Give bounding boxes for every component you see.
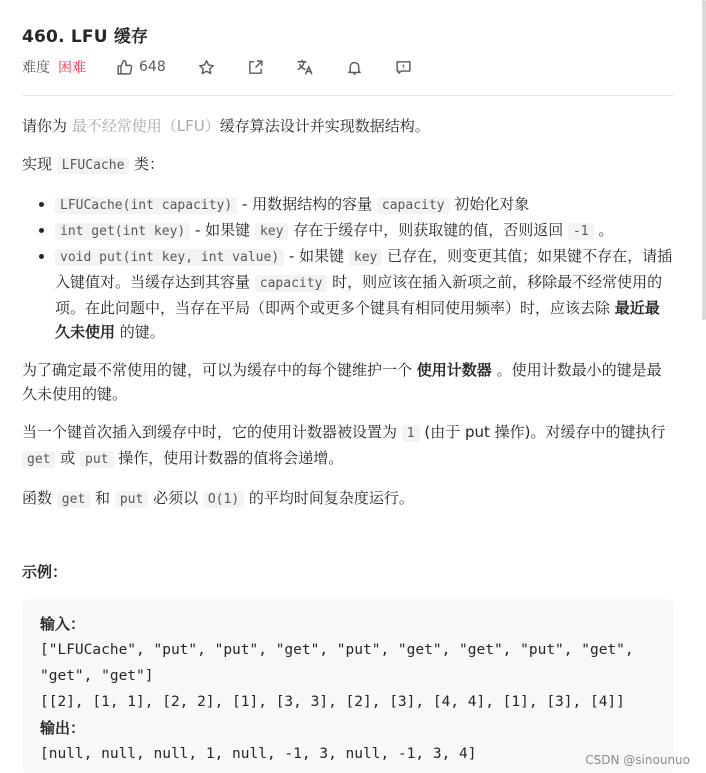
thumbs-up-icon [116,59,133,76]
method-signature: int get(int key) [55,223,190,240]
para-text: 函数 [22,489,57,507]
para-text: 和 [90,489,115,507]
input-line: [[2], [1, 1], [2, 2], [1], [3, 3], [2], [3], [4, 4], [1], [3], [4]] [40,694,625,710]
list-text: - 如果键 [284,247,349,265]
param-code: capacity [255,275,328,292]
complexity-paragraph [22,486,674,512]
para-text: 为了确定最不常使用的键，可以为缓存中的每个键维护一个 [22,361,417,379]
lfu-link[interactable]: 最不经常使用（LFU） [71,117,220,135]
header-divider [22,95,674,96]
inline-code: put [80,451,113,468]
para-text: 的平均时间复杂度运行。 [244,489,414,507]
para-text: 操作，使用计数器的值将会递增。 [113,449,344,467]
output-line: [null, null, null, 1, null, -1, 3, null, -1, 3, 4] [40,746,477,762]
param-code: capacity [377,197,450,214]
para-text: 必须以 [148,489,203,507]
list-item [55,192,674,218]
share-icon [247,59,264,76]
problem-meta-bar [22,56,412,78]
inline-code: 1 [402,425,420,442]
return-code: -1 [568,223,594,240]
implement-paragraph [22,152,674,178]
star-icon [198,59,215,76]
output-label: 输出： [40,719,86,737]
list-text: 的键。 [115,323,165,341]
inline-code: put [115,491,148,508]
param-code: key [349,249,382,266]
bell-icon [346,59,363,76]
list-item [55,244,674,344]
increment-paragraph [22,420,674,472]
method-signature: LFUCache(int capacity) [55,197,237,214]
list-text: 已存在，则变更其值；如果键不存在，请插入键值对。当缓存达到其容量 [55,247,673,291]
list-text: 存在于缓存中，则获取键的值，否则返回 [288,221,568,239]
intro-text-end: 缓存算法设计并实现数据结构。 [219,117,430,135]
list-text: 初始化对象 [449,195,530,213]
difficulty-badge: 困难 [58,60,86,76]
example-title: 示例： [22,563,68,581]
inline-code: get [57,491,90,508]
para-text: 或 [55,449,81,467]
input-line: ["LFUCache", "put", "put", "get", "put", "get", "get", "put", "get", [40,642,634,658]
comment-icon [395,59,412,76]
feedback-button[interactable] [395,59,412,76]
scrollbar[interactable] [702,0,706,320]
para-text: 。使用计数最小的键是最久未使用的键。 [22,361,662,403]
notification-button[interactable] [346,59,363,76]
example-code [40,611,660,767]
impl-text: 实现 [22,155,57,173]
param-code: key [255,223,288,240]
translate-icon [296,58,314,76]
list-text: 。 [593,221,614,239]
para-text: 当一个键首次插入到缓存中时，它的使用计数器被设置为 [22,423,402,441]
intro-paragraph [22,114,674,138]
list-item [55,218,674,244]
translate-button[interactable] [296,58,314,76]
problem-description [22,114,674,512]
emphasis-text: 使用计数器 [416,361,492,379]
emphasis-text: 最近最久未使用 [55,299,660,341]
like-count: 648 [139,59,166,75]
problem-title: 460. LFU 缓存 [22,27,149,47]
inline-code: get [22,451,55,468]
input-line: "get", "get"] [40,668,154,684]
like-button[interactable] [116,59,166,76]
impl-text-end: 类： [129,155,165,173]
difficulty-label: 难度 [22,60,50,76]
method-signature: void put(int key, int value) [55,249,284,266]
class-name-code: LFUCache [57,157,130,174]
para-text: (由于 put 操作)。对缓存中的键执行 [419,423,666,441]
favorite-button[interactable] [198,59,215,76]
watermark: CSDN @sinounuo [585,753,690,767]
list-text: 时，则应该在插入新项之前，移除最不经常使用的项。在此问题中，当存在平局（即两个或更多个键具有相同使用频率）时，应该去除 [55,273,663,317]
list-text: - 如果键 [190,221,255,239]
counter-paragraph [22,358,674,406]
inline-code: O(1) [203,491,244,508]
method-list [22,192,674,344]
share-button[interactable] [247,59,264,76]
input-label: 输入： [40,615,86,633]
intro-text: 请你为 [22,117,72,135]
list-text: - 用数据结构的容量 [237,195,377,213]
example-block [22,599,674,773]
